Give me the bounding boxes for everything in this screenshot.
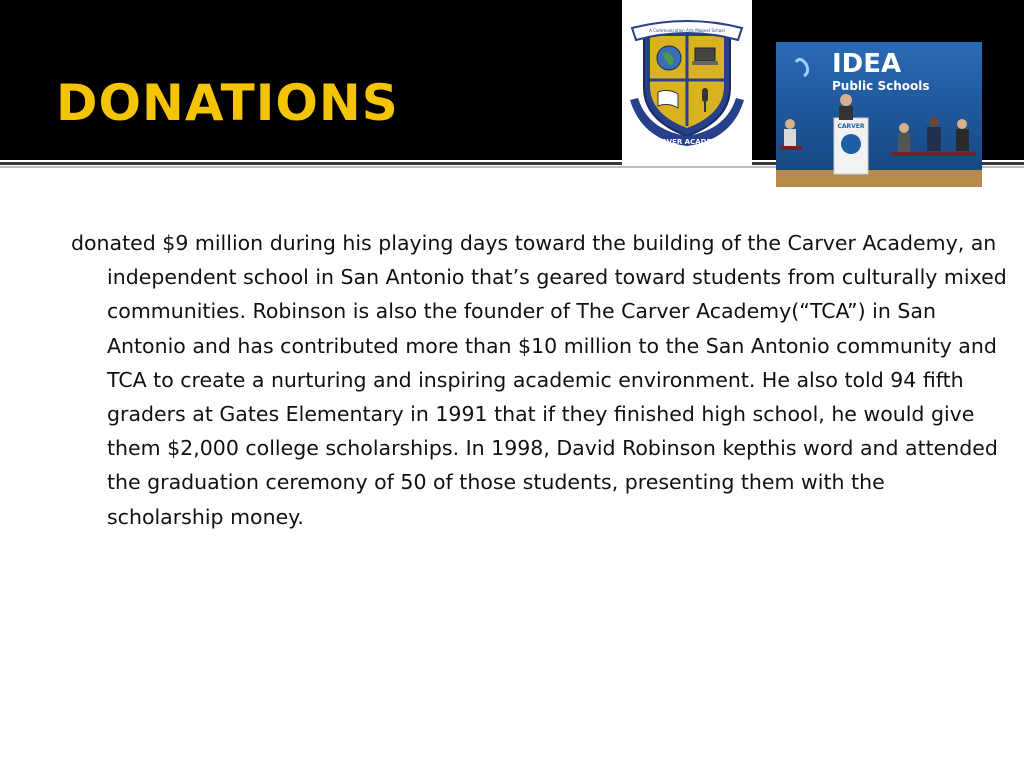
crest-ribbon-text: CARVER ACADEMY <box>650 138 724 146</box>
photo-sign-idea: IDEA <box>832 49 902 79</box>
carver-academy-logo-panel <box>622 0 752 166</box>
body-paragraph: donated $9 million during his playing days toward the building of the Carver Academy, an independent school in San Antonio that’s geared toward students from culturally mixed communities. Robinson is also the founder of The Carver Academy(“TCA”) in San Antonio and has contributed more than $10 million to the San Antonio community and TCA to create a nurturing and inspiring academic environment. He also told 94 fifth graders at Gates Elementary in 1991 that if they finished high school, he would give them $2,000 college scholarships. In 1998, David Robinson kepthis word and attended the graduation ceremony of 50 of those students, presenting them with the scholarship money. <box>71 231 1007 529</box>
crest-banner-text: A Communication Arts Magnet School <box>649 28 725 33</box>
photo-sign-public-schools: Public Schools <box>832 79 930 93</box>
slide-title: DONATIONS <box>56 74 399 132</box>
event-photo-illustration <box>776 42 982 187</box>
carver-academy-crest <box>622 0 752 166</box>
idea-public-schools-photo <box>776 42 982 187</box>
photo-podium-text: CARVER <box>837 123 865 130</box>
